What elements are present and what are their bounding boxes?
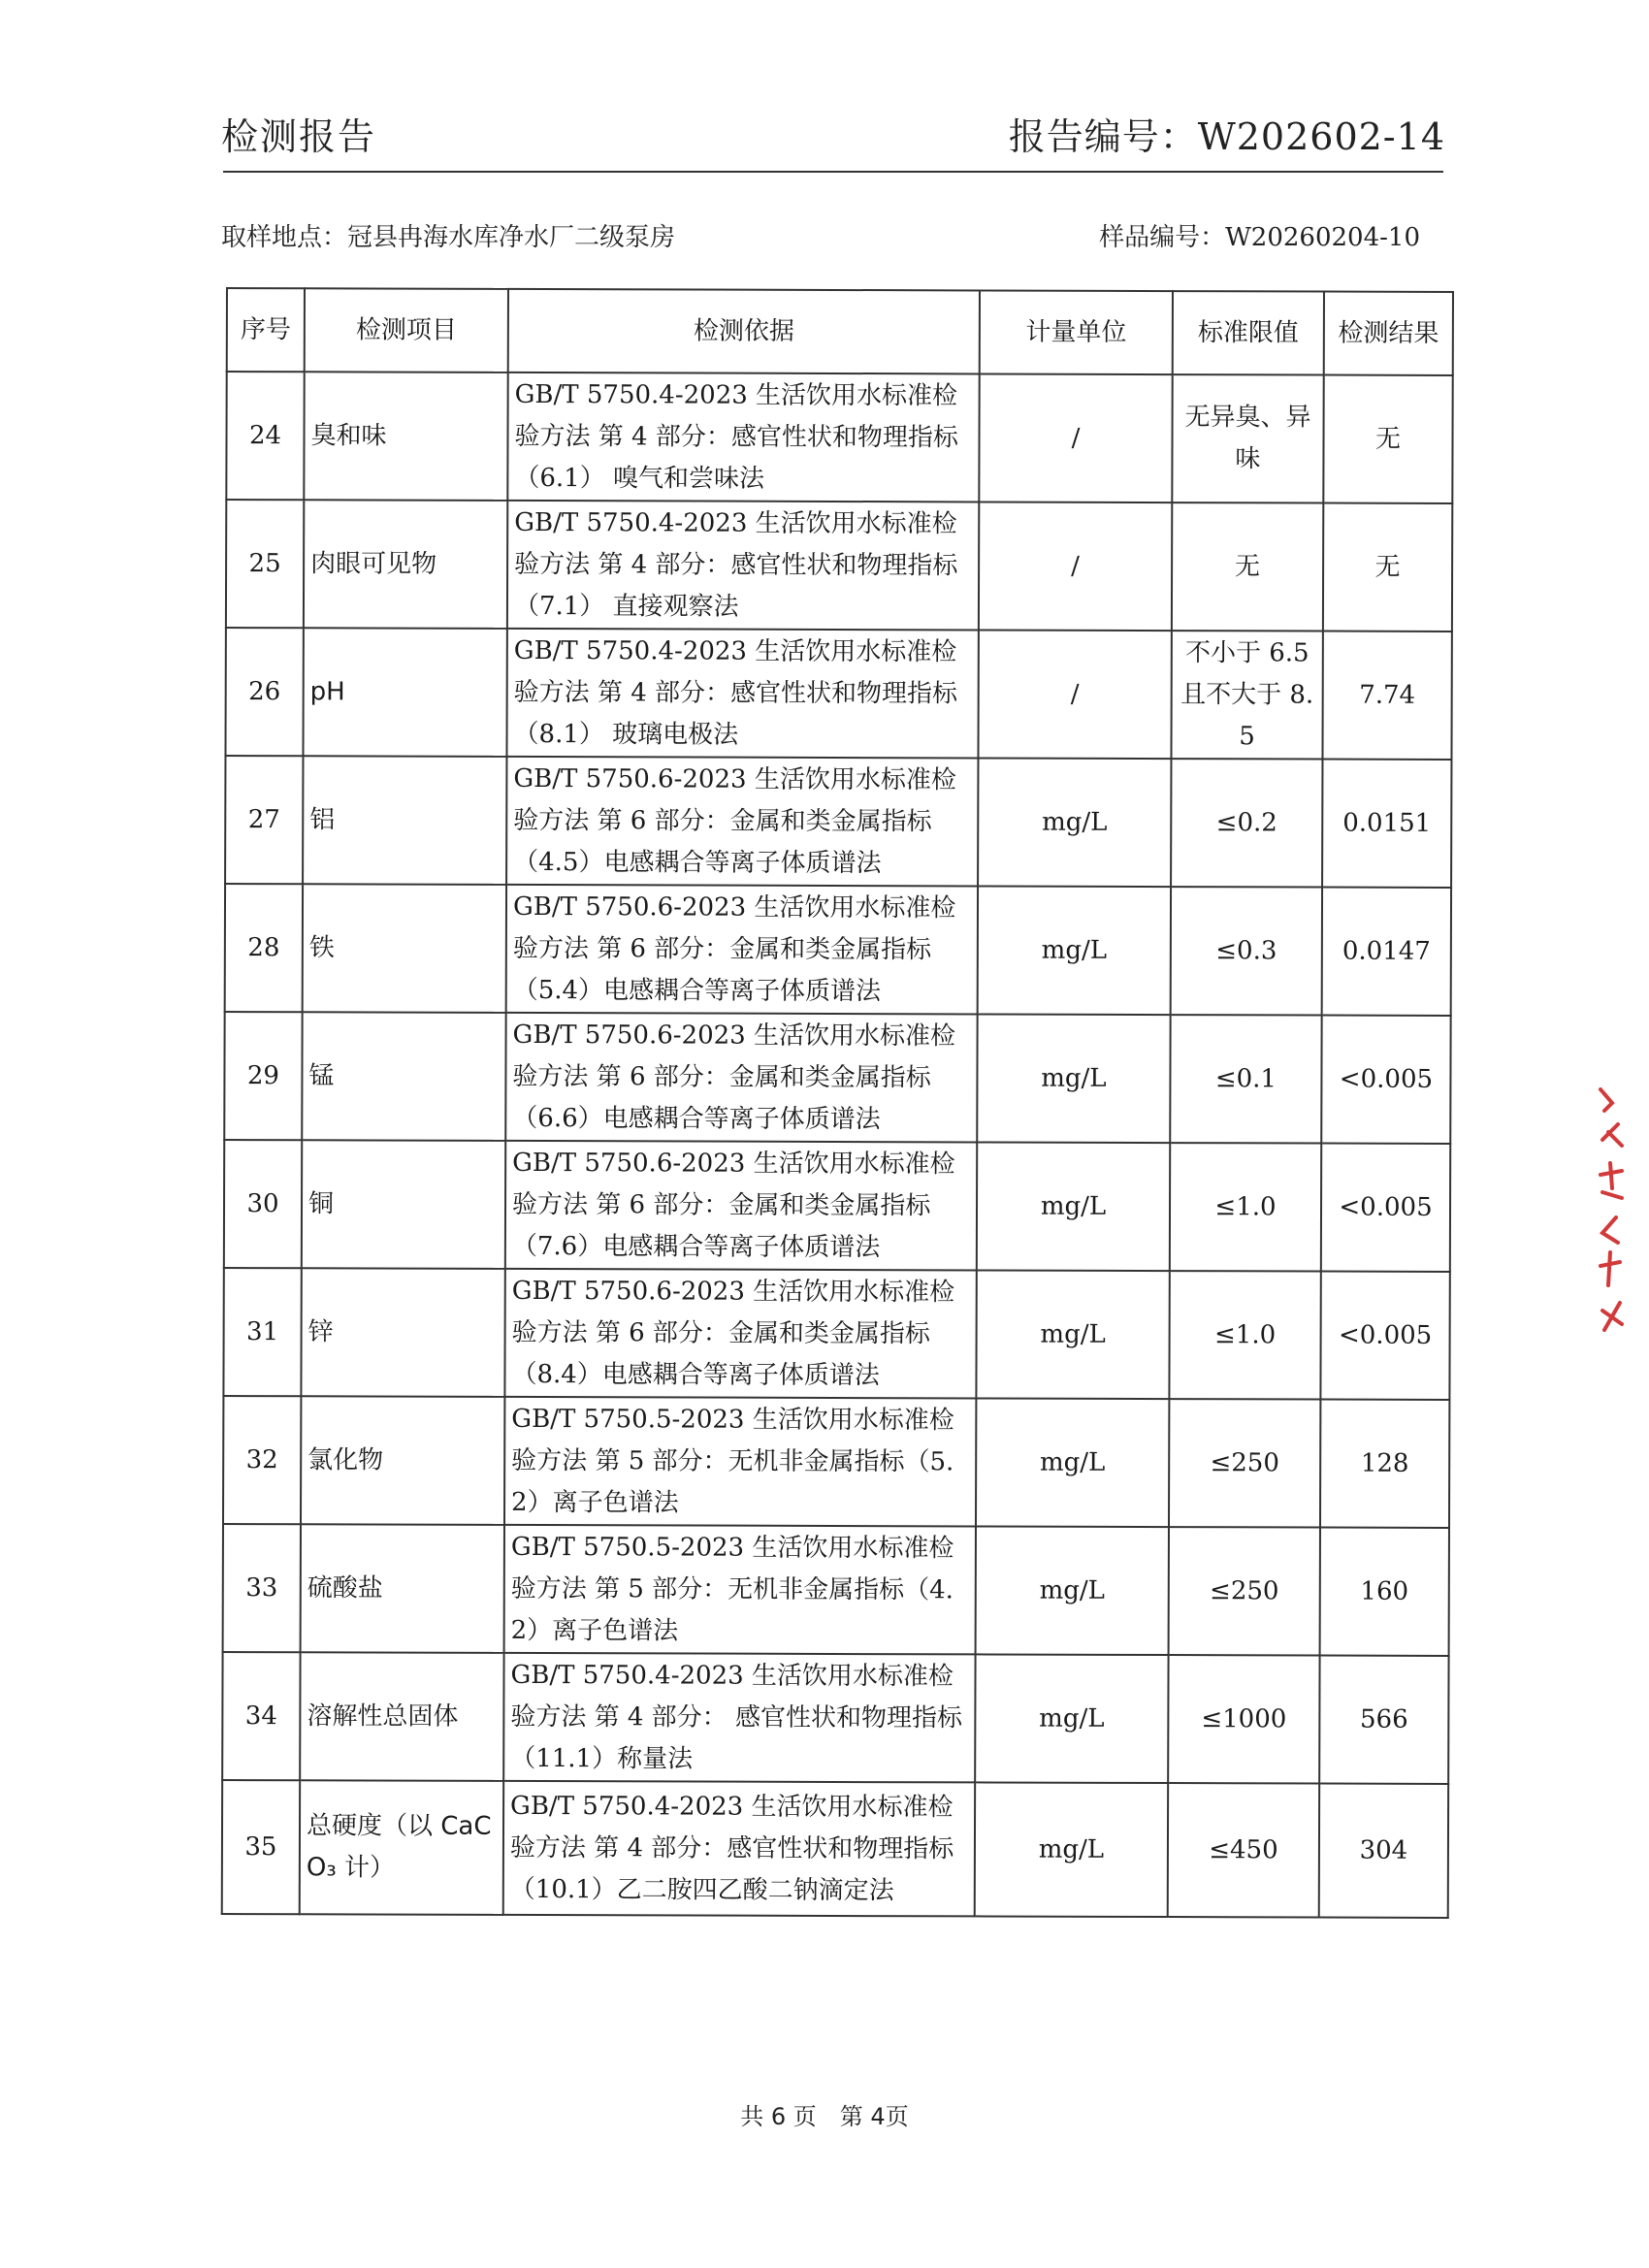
row-basis: GB/T 5750.4-2023 生活饮用水标准检验方法 第 4 部分：感官性状和物理指标（6.1） 嗅气和尝味法 [507, 373, 979, 502]
row-item: 总硬度（以 CaCO₃ 计） [300, 1780, 503, 1915]
row-item: 硫酸盐 [301, 1524, 504, 1653]
row-basis: GB/T 5750.6-2023 生活饮用水标准检验方法 第 6 部分：金属和类金属指标（4.5）电感耦合等离子体质谱法 [506, 757, 978, 887]
row-item: 臭和味 [304, 372, 507, 501]
row-limit: 无异臭、异味 [1172, 374, 1323, 502]
row-unit: mg/L [975, 1654, 1168, 1783]
table-row [225, 628, 1451, 760]
row-unit: / [979, 502, 1172, 631]
row-basis: GB/T 5750.6-2023 生活饮用水标准检验方法 第 6 部分：金属和类金属指标（8.4）电感耦合等离子体质谱法 [504, 1269, 976, 1399]
table-row [226, 500, 1452, 632]
row-basis: GB/T 5750.5-2023 生活饮用水标准检验方法 第 5 部分：无机非金属指标（5.2）离子色谱法 [504, 1397, 976, 1527]
table-row [224, 1012, 1450, 1144]
row-no: 30 [224, 1140, 302, 1268]
row-limit: ≤0.2 [1171, 759, 1322, 887]
row-limit: ≤0.1 [1170, 1015, 1321, 1143]
table-row [224, 1140, 1450, 1272]
row-no: 31 [223, 1268, 301, 1396]
table-row [223, 1524, 1449, 1656]
row-unit: / [978, 630, 1171, 759]
table-row [225, 884, 1451, 1016]
col-header-result: 检测结果 [1324, 292, 1453, 375]
row-result: 566 [1319, 1656, 1448, 1784]
row-limit: ≤1000 [1168, 1655, 1319, 1783]
row-no: 24 [226, 372, 304, 500]
table-row [223, 1396, 1449, 1528]
row-item: 锰 [302, 1012, 505, 1141]
row-unit: mg/L [976, 1270, 1169, 1399]
row-no: 32 [223, 1396, 301, 1524]
page-footer: 共 6 页 第 4页 [740, 2103, 909, 2130]
row-no: 27 [225, 756, 303, 884]
row-unit: mg/L [976, 1398, 1169, 1527]
row-unit: mg/L [977, 1014, 1170, 1143]
row-result: 无 [1323, 375, 1452, 503]
header-divider [223, 171, 1443, 173]
row-no: 26 [225, 628, 303, 756]
row-no: 28 [225, 884, 303, 1012]
col-header-item: 检测项目 [305, 288, 508, 373]
row-limit: ≤0.3 [1171, 887, 1322, 1015]
col-header-unit: 计量单位 [980, 290, 1173, 374]
row-item: pH [303, 628, 506, 757]
row-result: <0.005 [1320, 1272, 1449, 1400]
table-row [226, 372, 1452, 503]
row-unit: / [979, 373, 1172, 502]
row-item: 铁 [303, 884, 506, 1013]
row-result: <0.005 [1321, 1016, 1450, 1144]
report-number: 报告编号：W202602-14 [1008, 115, 1445, 158]
row-basis: GB/T 5750.5-2023 生活饮用水标准检验方法 第 5 部分：无机非金属指标（4.2）离子色谱法 [504, 1525, 976, 1655]
row-limit: 无 [1172, 502, 1323, 631]
table-row [222, 1652, 1448, 1784]
table-row [222, 1780, 1448, 1918]
row-item: 锌 [301, 1268, 504, 1397]
table-row [223, 1268, 1449, 1400]
row-result: 128 [1320, 1400, 1449, 1528]
row-item: 肉眼可见物 [304, 500, 507, 629]
row-basis: GB/T 5750.4-2023 生活饮用水标准检验方法 第 4 部分：感官性状和物理指标（8.1） 玻璃电极法 [506, 629, 978, 759]
row-result: 7.74 [1322, 632, 1451, 760]
table-row [225, 756, 1451, 888]
row-no: 34 [222, 1652, 300, 1780]
stamp-icon [1593, 1082, 1632, 1334]
sampling-location: 取样地点：冠县冉海水库净水厂二级泵房 [221, 223, 676, 252]
test-results-table [221, 287, 1454, 1919]
row-result: 160 [1320, 1528, 1449, 1656]
row-result: 304 [1319, 1784, 1448, 1918]
row-result: 0.0147 [1322, 888, 1451, 1016]
row-result: 0.0151 [1322, 760, 1451, 888]
row-item: 氯化物 [301, 1396, 504, 1525]
row-no: 33 [223, 1524, 301, 1652]
row-no: 25 [226, 500, 304, 628]
row-limit: ≤250 [1169, 1527, 1320, 1655]
report-title: 检测报告 [221, 115, 377, 158]
row-unit: mg/L [978, 886, 1171, 1015]
row-item: 铜 [302, 1140, 505, 1269]
sample-number: 样品编号：W20260204-10 [1099, 223, 1420, 252]
row-unit: mg/L [976, 1526, 1169, 1655]
row-item: 铝 [303, 756, 506, 885]
row-basis: GB/T 5750.6-2023 生活饮用水标准检验方法 第 6 部分：金属和类金属指标（6.6）电感耦合等离子体质谱法 [505, 1013, 977, 1143]
col-header-limit: 标准限值 [1173, 291, 1324, 374]
col-header-basis: 检测依据 [508, 289, 980, 374]
row-item: 溶解性总固体 [300, 1652, 503, 1781]
table-header-row [227, 288, 1453, 375]
row-basis: GB/T 5750.6-2023 生活饮用水标准检验方法 第 6 部分：金属和类金属指标（5.4）电感耦合等离子体质谱法 [506, 885, 978, 1015]
row-unit: mg/L [975, 1782, 1168, 1917]
row-basis: GB/T 5750.6-2023 生活饮用水标准检验方法 第 6 部分：金属和类金属指标（7.6）电感耦合等离子体质谱法 [505, 1141, 977, 1271]
row-result: <0.005 [1321, 1144, 1450, 1272]
row-result: 无 [1323, 503, 1452, 632]
row-limit: ≤250 [1169, 1399, 1320, 1527]
row-limit: ≤450 [1168, 1783, 1319, 1917]
row-limit: ≤1.0 [1170, 1143, 1321, 1271]
col-header-no: 序号 [227, 288, 305, 372]
row-no: 35 [222, 1780, 300, 1914]
row-basis: GB/T 5750.4-2023 生活饮用水标准检验方法 第 4 部分： 感官性状和物理指标（11.1）称量法 [503, 1653, 975, 1783]
row-unit: mg/L [977, 1142, 1170, 1271]
row-basis: GB/T 5750.4-2023 生活饮用水标准检验方法 第 4 部分：感官性状和物理指标（7.1） 直接观察法 [507, 501, 979, 631]
row-unit: mg/L [978, 758, 1171, 887]
row-limit: ≤1.0 [1169, 1271, 1320, 1399]
row-limit: 不小于 6.5 且不大于 8.5 [1171, 631, 1322, 759]
row-basis: GB/T 5750.4-2023 生活饮用水标准检验方法 第 4 部分：感官性状和物理指标 （10.1）乙二胺四乙酸二钠滴定法 [503, 1781, 975, 1917]
row-no: 29 [224, 1012, 302, 1140]
